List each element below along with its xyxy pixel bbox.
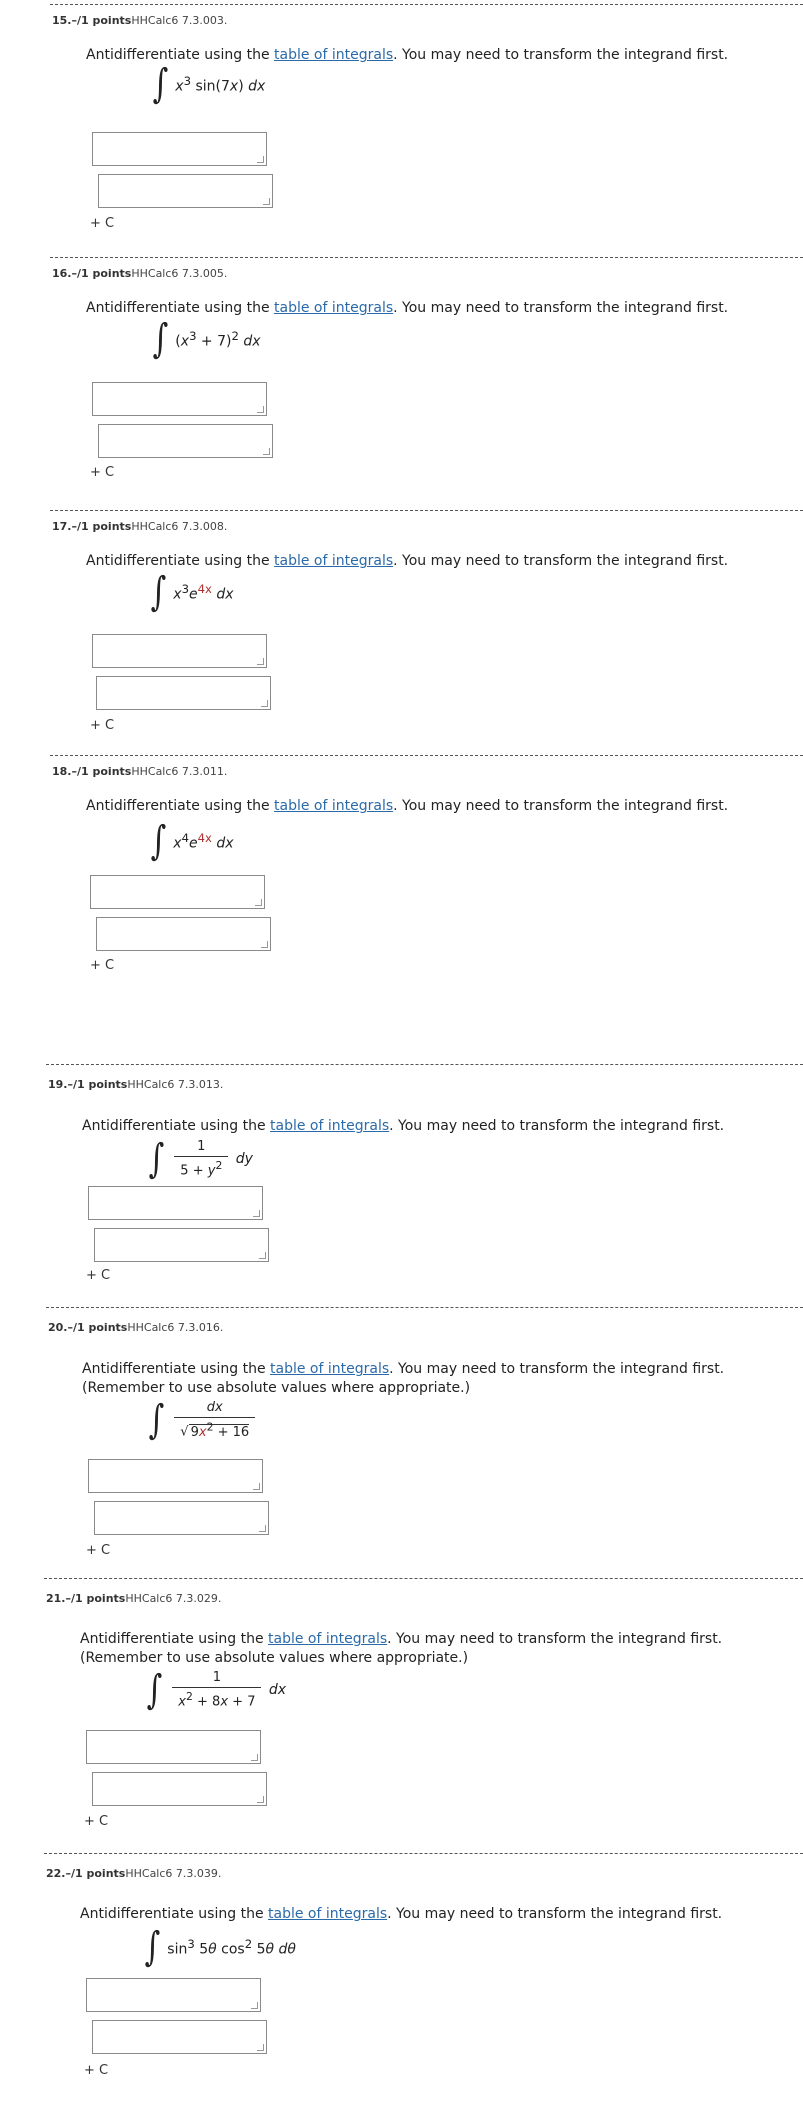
integral-expression: ∫ $\sin^3 5\theta$ $\cos^2 5\theta$ dθ xyxy=(144,1924,296,1970)
separator xyxy=(50,257,803,258)
problem-prompt: Antidifferentiate using the table of integrals. You may need to transform the integrand first. xyxy=(86,47,729,63)
problem-prompt: Antidifferentiate using the table of integrals. You may need to transform the integrand first. (Remember to use absolute values where appropriate.) xyxy=(80,1631,723,1666)
answer-input-2[interactable] xyxy=(96,917,271,951)
separator xyxy=(50,755,803,756)
problem-prompt: Antidifferentiate using the table of integrals. You may need to transform the integrand first. xyxy=(86,553,729,569)
problem-19 xyxy=(0,1064,803,1304)
problem-16 xyxy=(0,257,803,497)
separator xyxy=(50,510,803,511)
problem-17 xyxy=(0,510,803,750)
answer-input-2[interactable] xyxy=(94,1501,269,1535)
plus-c-label: + C xyxy=(90,465,115,480)
separator xyxy=(50,4,803,5)
problem-prompt: Antidifferentiate using the table of integrals. You may need to transform the integrand first. xyxy=(86,798,729,814)
integral-expression: ∫ $\frac{dx}{√ 9x^2 + 16}$ xyxy=(146,1400,258,1440)
answer-input[interactable] xyxy=(92,382,267,416)
answer-input[interactable] xyxy=(86,1978,261,2012)
table-of-integrals-link[interactable]: table of integrals xyxy=(268,1631,388,1647)
integral-expression: ∫ $\frac{1}{x^2 + 8x + 7}$ dx xyxy=(146,1667,287,1713)
problem-header: 20.–/1 pointsHHCalc6 7.3.016. xyxy=(48,1321,224,1334)
problem-21 xyxy=(0,1578,803,1848)
plus-c-label: + C xyxy=(84,1814,109,1829)
table-of-integrals-link[interactable]: table of integrals xyxy=(274,300,394,316)
answer-input[interactable] xyxy=(90,875,265,909)
answer-input[interactable] xyxy=(92,634,267,668)
problem-22 xyxy=(0,1853,803,2113)
problem-15 xyxy=(0,4,803,231)
integral-expression: ∫ $x^4e^{4x}$ dx xyxy=(150,818,234,864)
integral-expression: ∫ $(x^3 + 7)^2$ dx xyxy=(152,316,261,362)
answer-input[interactable] xyxy=(88,1459,263,1493)
problem-header: 22.–/1 pointsHHCalc6 7.3.039. xyxy=(46,1867,222,1880)
table-of-integrals-link[interactable]: table of integrals xyxy=(268,1906,388,1922)
separator xyxy=(44,1578,803,1579)
table-of-integrals-link[interactable]: table of integrals xyxy=(270,1118,390,1134)
problem-prompt: Antidifferentiate using the table of integrals. You may need to transform the integrand first. xyxy=(82,1118,725,1134)
problem-header: 17.–/1 pointsHHCalc6 7.3.008. xyxy=(52,520,228,533)
answer-input[interactable] xyxy=(92,132,267,166)
answer-input-2[interactable] xyxy=(96,676,271,710)
answer-input-2[interactable] xyxy=(92,1772,267,1806)
separator xyxy=(46,1307,803,1308)
problem-18 xyxy=(0,755,803,995)
integral-expression: ∫ $\frac{1}{5 + y^2}$ dy xyxy=(148,1136,253,1182)
answer-input-2[interactable] xyxy=(92,2020,267,2054)
plus-c-label: + C xyxy=(90,216,115,231)
answer-input-2[interactable] xyxy=(98,174,273,208)
problem-prompt: Antidifferentiate using the table of integrals. You may need to transform the integrand first. xyxy=(80,1906,723,1922)
problem-header: 21.–/1 pointsHHCalc6 7.3.029. xyxy=(46,1592,222,1605)
integral-expression: ∫ $x^3e^{4x}$ dx xyxy=(150,569,234,615)
problem-prompt: Antidifferentiate using the table of integrals. You may need to transform the integrand first. xyxy=(86,300,729,316)
table-of-integrals-link[interactable]: table of integrals xyxy=(270,1361,390,1377)
separator xyxy=(44,1853,803,1854)
problem-20 xyxy=(0,1307,803,1577)
answer-input-2[interactable] xyxy=(94,1228,269,1262)
plus-c-label: + C xyxy=(90,718,115,733)
answer-input[interactable] xyxy=(88,1186,263,1220)
plus-c-label: + C xyxy=(86,1268,111,1283)
plus-c-label: + C xyxy=(86,1543,111,1558)
problem-header: 18.–/1 pointsHHCalc6 7.3.011. xyxy=(52,765,228,778)
table-of-integrals-link[interactable]: table of integrals xyxy=(274,553,394,569)
plus-c-label: + C xyxy=(84,2063,109,2078)
table-of-integrals-link[interactable]: table of integrals xyxy=(274,798,394,814)
problem-header: 16.–/1 pointsHHCalc6 7.3.005. xyxy=(52,267,228,280)
table-of-integrals-link[interactable]: table of integrals xyxy=(274,47,394,63)
plus-c-label: + C xyxy=(90,958,115,973)
problem-prompt: Antidifferentiate using the table of integrals. You may need to transform the integrand first. (Remember to use absolute values where appropriate.) xyxy=(82,1361,725,1396)
separator xyxy=(46,1064,803,1065)
problem-header: 15.–/1 pointsHHCalc6 7.3.003. xyxy=(52,14,228,27)
problem-header: 19.–/1 pointsHHCalc6 7.3.013. xyxy=(48,1078,224,1091)
integral-expression: ∫ $x^3$ sin(7x) dx xyxy=(152,61,266,107)
answer-input[interactable] xyxy=(86,1730,261,1764)
answer-input-2[interactable] xyxy=(98,424,273,458)
